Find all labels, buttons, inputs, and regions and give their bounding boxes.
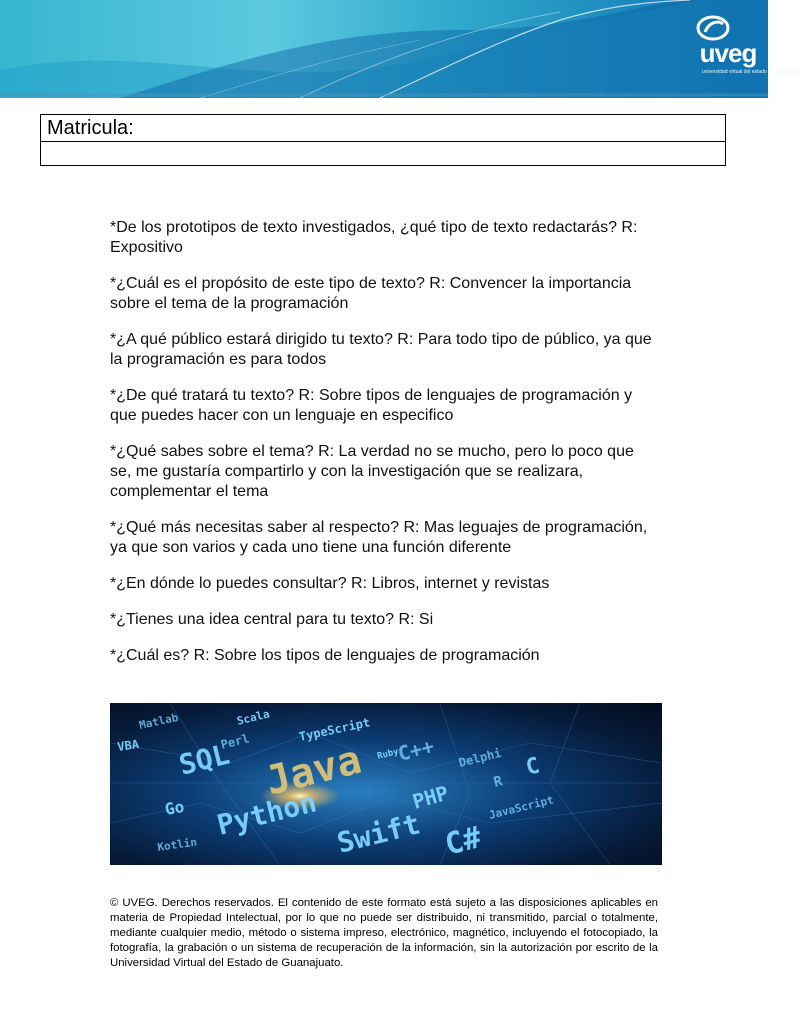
image-word-python: Python — [213, 785, 320, 842]
qa-item-3: *¿A qué público estará dirigido tu texto? R: Para todo tipo de público, ya que la programación es para todos — [110, 331, 652, 368]
banner-waves — [0, 0, 800, 98]
image-word-swift: Swift — [333, 807, 424, 860]
header-banner — [0, 0, 800, 98]
image-word-kotlin: Kotlin — [156, 835, 198, 854]
matricula-table — [40, 114, 726, 166]
programming-languages-art — [110, 703, 662, 865]
qa-item-4: *¿De qué tratará tu texto? R: Sobre tipos de lenguajes de programación y que puedes hacer con un lenguaje en especifico — [110, 387, 633, 424]
programming-languages-image — [110, 703, 662, 865]
qa-item-7: *¿En dónde lo puedes consultar? R: Libros, internet y revistas — [110, 575, 550, 592]
image-word-java: Java — [261, 736, 366, 805]
image-word-go: Go — [163, 796, 186, 819]
image-word-vba: VBA — [116, 737, 140, 754]
image-word-ruby: Ruby — [376, 746, 400, 762]
matricula-value — [41, 142, 725, 169]
qa-item-8: *¿Tienes una idea central para tu texto? R: Si — [110, 611, 434, 628]
qa-list — [110, 218, 658, 682]
image-word-matlab: Matlab — [137, 710, 180, 732]
image-word-typescript: TypeScript — [297, 715, 372, 744]
image-word-perl: Perl — [219, 731, 251, 752]
copyright-notice: © UVEG. Derechos reservados. El contenido de este formato está sujeto a las disposiciones aplicables en materia de Propiedad Intelectual, por lo que no puede ser distribuido, ni transmitido, parcial o totalmente, mediante cualquier medio, método o sistema impreso, electrónico, magnético, incluyendo el fotocopiado, la fotografía, la grabación o un sistema de recuperación de la información, sin la autorización por escrito de la Universidad Virtual del Estado de Guanajuato. — [110, 897, 658, 969]
qa-item-2: *¿Cuál es el propósito de este tipo de texto? R: Convencer la importancia sobre el tema de la programación — [110, 275, 632, 312]
image-word-sql: SQL — [175, 737, 233, 782]
image-word-delphi: Delphi — [457, 745, 503, 770]
image-word-r: R — [492, 773, 505, 791]
uveg-logo — [696, 14, 800, 80]
image-word-cpp: C++ — [395, 733, 437, 766]
image-word-php: PHP — [409, 780, 452, 814]
image-word-c: C — [523, 753, 543, 781]
qa-item-1: *De los prototipos de texto investigados, ¿qué tipo de texto redactarás? R: Expositivo — [110, 219, 638, 256]
matricula-label: Matricula: — [41, 115, 725, 142]
logo-text: uveg — [699, 38, 757, 68]
image-word-scala: Scala — [235, 707, 271, 728]
image-word-csharp: C# — [441, 820, 485, 863]
qa-item-6: *¿Qué más necesitas saber al respecto? R: Mas leguajes de programación, ya que son varios y cada uno tiene una función diferente — [110, 519, 648, 556]
image-word-javascript: JavaScript — [487, 793, 555, 822]
logo-tagline: universidad virtual del estado de guanajuato — [702, 69, 800, 75]
qa-item-5: *¿Qué sabes sobre el tema? R: La verdad no se mucho, pero lo poco que se, me gustaría compartirlo y con la investigación que se realizara, complementar el tema — [110, 443, 634, 500]
qa-item-9: *¿Cuál es? R: Sobre los tipos de lenguajes de programación — [110, 647, 540, 664]
